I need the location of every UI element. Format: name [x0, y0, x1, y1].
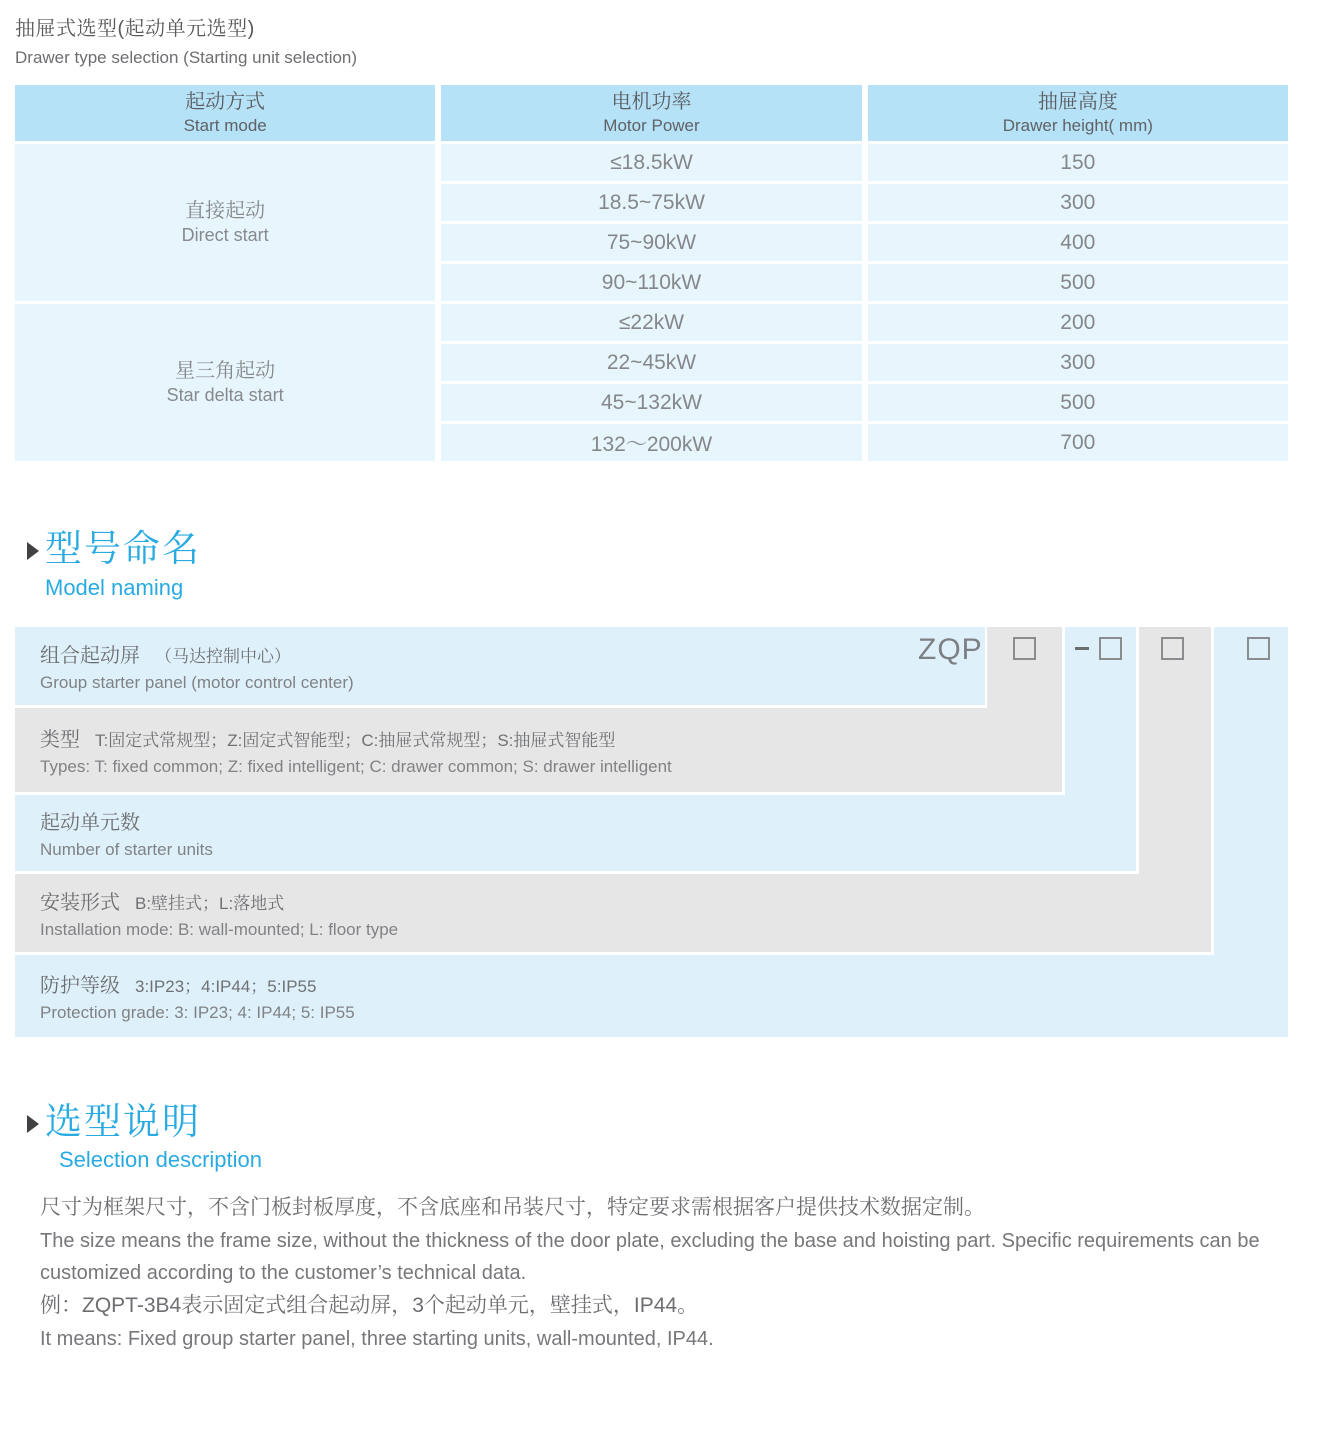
height-cell: 500 — [868, 264, 1288, 301]
header-cell-motor-power — [441, 85, 861, 141]
code-box-installation — [1161, 637, 1184, 660]
model-naming-heading-en: Model naming — [45, 574, 184, 600]
model-naming-diagram — [15, 627, 1288, 1037]
selection-description-heading — [15, 1101, 1288, 1174]
power-cell: 90~110kW — [441, 264, 861, 301]
power-cell: 18.5~75kW — [441, 184, 861, 221]
table-row — [15, 304, 1288, 341]
document-title-cn: 抽屉式选型(起动单元选型) — [15, 18, 255, 40]
table-row — [15, 144, 1288, 181]
power-cell: 132～200kW — [441, 424, 861, 461]
arrow-right-icon — [27, 1115, 39, 1133]
height-cell: 150 — [868, 144, 1288, 181]
selection-description-heading-cn: 选型说明 — [45, 1100, 201, 1142]
selection-description-heading-en: Selection description — [59, 1147, 263, 1173]
code-box-protection — [1247, 637, 1270, 660]
mode-star-delta-en: Star delta start — [166, 384, 284, 405]
diagram-row-group-starter-panel — [15, 627, 985, 705]
power-cell: ≤18.5kW — [441, 144, 861, 181]
height-cell: 200 — [868, 304, 1288, 341]
header-drawer-height-cn: 抽屉高度 — [1037, 90, 1118, 113]
row-group-starter-cn: 组合起动屏 （马达控制中心） — [40, 644, 291, 667]
row-protection-cn: 防护等级 3:IP23；4:IP44；5:IP55 — [40, 974, 317, 997]
height-cell: 300 — [868, 184, 1288, 221]
header-drawer-height-en: Drawer height( mm) — [1002, 115, 1153, 135]
description-paragraph-en: The size means the frame size, without the thickness of the door plate, excluding the base and hoisting part. Specific requirements can be customized according to the customer’s technical data. — [40, 1229, 1260, 1285]
row-protection-en: Protection grade: 3: IP23; 4: IP44; 5: IP55 — [40, 1002, 355, 1022]
selection-description-heading-text — [45, 1101, 262, 1174]
mode-direct-cn: 直接起动 — [185, 199, 266, 222]
model-naming-heading — [15, 528, 1288, 601]
diagram-row-starter-units — [15, 795, 1136, 871]
code-box-units — [1099, 637, 1122, 660]
power-cell: 45~132kW — [441, 384, 861, 421]
document-title-en: Drawer type selection (Starting unit selection) — [15, 48, 358, 67]
document-title-block — [15, 12, 1288, 68]
height-cell: 500 — [868, 384, 1288, 421]
mode-star-delta-cn: 星三角起动 — [175, 359, 276, 382]
height-cell: 300 — [868, 344, 1288, 381]
diagram-row-installation — [15, 874, 1211, 952]
row-starter-units-cn: 起动单元数 — [40, 811, 140, 834]
code-dash — [1075, 647, 1089, 650]
diagram-row-type — [15, 708, 1062, 792]
height-cell: 700 — [868, 424, 1288, 461]
mode-cell-star-delta — [15, 304, 435, 461]
description-paragraph-cn: 尺寸为框架尺寸，不含门板封板厚度，不含底座和吊装尺寸，特定要求需根据客户提供技术数据定制。 — [40, 1196, 985, 1220]
code-box-type — [1013, 637, 1036, 660]
row-group-starter-en: Group starter panel (motor control center) — [40, 672, 354, 692]
header-motor-power-cn: 电机功率 — [611, 90, 692, 113]
power-cell: 22~45kW — [441, 344, 861, 381]
header-start-mode-cn: 起动方式 — [185, 90, 266, 113]
model-naming-heading-text — [45, 528, 201, 601]
selection-table-wrap — [9, 82, 1288, 464]
row-type-en: Types: T: fixed common; Z: fixed intelligent; C: drawer common; S: drawer intelligent — [40, 756, 672, 776]
diagram-row-protection — [15, 955, 1288, 1037]
power-cell: ≤22kW — [441, 304, 861, 341]
selection-description-paragraphs — [15, 1191, 1270, 1355]
power-cell: 75~90kW — [441, 224, 861, 261]
height-cell: 400 — [868, 224, 1288, 261]
model-naming-heading-cn: 型号命名 — [45, 528, 201, 569]
mode-cell-direct-start — [15, 144, 435, 301]
selection-table — [9, 82, 1294, 464]
header-cell-start-mode — [15, 85, 435, 141]
mode-direct-en: Direct start — [181, 224, 269, 245]
arrow-right-icon — [27, 542, 39, 560]
model-code-prefix: ZQP — [918, 632, 983, 666]
header-cell-drawer-height — [868, 85, 1288, 141]
row-installation-cn: 安装形式 B:壁挂式；L:落地式 — [40, 891, 285, 914]
row-installation-en: Installation mode: B: wall-mounted; L: floor type — [40, 919, 399, 939]
table-header-row — [15, 85, 1288, 141]
header-motor-power-en: Motor Power — [603, 115, 700, 135]
header-start-mode-en: Start mode — [183, 115, 267, 135]
row-starter-units-en: Number of starter units — [40, 839, 213, 859]
example-paragraph-en: It means: Fixed group starter panel, three starting units, wall-mounted, IP44. — [40, 1328, 714, 1351]
example-paragraph-cn: 例：ZQPT-3B4表示固定式组合起动屏，3个起动单元，壁挂式，IP44。 — [40, 1294, 699, 1318]
row-type-cn: 类型 T:固定式常规型；Z:固定式智能型；C:抽屉式常规型；S:抽屉式智能型 — [40, 728, 616, 751]
